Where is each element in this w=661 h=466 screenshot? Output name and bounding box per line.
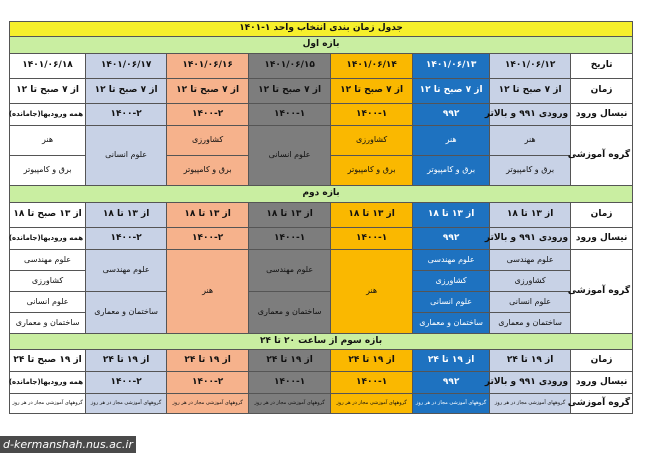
group-cell: ساختمان و معماری [249,292,331,334]
date-label: تاریخ [571,54,633,79]
time-label: زمان [571,79,633,104]
term-cell: ۹۹۲ [413,104,490,126]
group-cell: علوم انسانی [490,292,571,313]
date-cell: ۱۴۰۱/۰۶/۱۲ [490,54,571,79]
group-cell: برق و کامپیوتر [10,156,86,186]
group-cell: برق و کامپیوتر [490,156,571,186]
term-cell: همه ورودیها(جامانده) [10,228,86,250]
group-cell: ساختمان و معماری [413,313,490,334]
time-cell: از ۷ صبح تا ۱۲ [167,79,249,104]
time-cell: از ۷ صبح تا ۱۲ [490,79,571,104]
group-cell: گروههای آموزشی مجاز در هر روز [249,394,331,414]
term-cell: ۱۴۰۰-۱ [331,372,413,394]
time-label: زمان [571,203,633,228]
group-cell: ساختمان و معماری [10,313,86,334]
group-cell: هنر [10,126,86,156]
term-cell: ۹۹۲ [413,372,490,394]
term-cell: ۱۴۰۰-۱ [331,104,413,126]
group-cell: گروههای آموزشی مجاز در هر روز [10,394,86,414]
group-cell: برق و کامپیوتر [167,156,249,186]
term-cell: ۱۴۰۰-۲ [86,372,167,394]
group-cell: گروههای آموزشی مجاز در هر روز [167,394,249,414]
group-label: گروه آموزشی [571,250,633,334]
group-cell: گروههای آموزشی مجاز در هر روز [490,394,571,414]
time-label: زمان [571,350,633,372]
term-cell: ۱۴۰۰-۲ [167,104,249,126]
table-title: جدول زمان بندی انتخاب واحد ۱-۱۴۰۱ [10,22,633,37]
term-cell: ۱۴۰۰-۱ [331,228,413,250]
term-cell: ۱۴۰۰-۲ [86,228,167,250]
date-cell: ۱۴۰۱/۰۶/۱۶ [167,54,249,79]
group-cell: علوم انسانی [413,292,490,313]
time-cell: از ۱۳ تا ۱۸ [413,203,490,228]
group-cell: هنر [413,126,490,156]
time-cell: از ۱۹ صبح تا ۲۴ [10,350,86,372]
group-cell: کشاورزی [10,271,86,292]
schedule-table [9,21,633,414]
time-cell: از ۱۳ تا ۱۸ [86,203,167,228]
group-label: گروه آموزشی [571,126,633,186]
time-cell: از ۱۳ تا ۱۸ [167,203,249,228]
time-cell: از ۷ صبح تا ۱۲ [331,79,413,104]
term-cell: ۹۹۲ [413,228,490,250]
time-cell: از ۷ صبح تا ۱۲ [10,79,86,104]
date-cell: ۱۴۰۱/۰۶/۱۵ [249,54,331,79]
group-cell: کشاورزی [413,271,490,292]
group-cell: هنر [167,250,249,334]
time-cell: از ۱۳ تا ۱۸ [490,203,571,228]
group-cell: علوم مهندسی [413,250,490,271]
group-cell: گروههای آموزشی مجاز در هر روز [331,394,413,414]
term-cell: ورودی ۹۹۱ و بالاتر [490,372,571,394]
term-cell: همه ورودیها(جامانده) [10,104,86,126]
term-cell: ۱۴۰۰-۱ [249,372,331,394]
term-cell: ۱۴۰۰-۲ [167,228,249,250]
group-cell: علوم انسانی [249,126,331,186]
group-cell: علوم مهندسی [86,250,167,292]
date-cell: ۱۴۰۱/۰۶/۱۷ [86,54,167,79]
time-cell: از ۱۹ تا ۲۴ [249,350,331,372]
term-cell: ورودی ۹۹۱ و بالاتر [490,104,571,126]
time-cell: از ۷ صبح تا ۱۲ [413,79,490,104]
date-cell: ۱۴۰۱/۰۶/۱۴ [331,54,413,79]
time-cell: از ۱۹ تا ۲۴ [413,350,490,372]
time-cell: از ۱۹ تا ۲۴ [331,350,413,372]
time-cell: از ۷ صبح تا ۱۲ [86,79,167,104]
group-cell: برق و کامپیوتر [413,156,490,186]
term-cell: ۱۴۰۰-۱ [249,228,331,250]
group-cell: گروههای آموزشی مجاز در هر روز [413,394,490,414]
group-cell: گروههای آموزشی مجاز در هر روز [86,394,167,414]
period2-heading: بازه دوم [10,186,633,203]
site-watermark: d-kermanshah.nus.ac.ir [0,436,136,453]
group-cell: کشاورزی [167,126,249,156]
group-cell: علوم انسانی [86,126,167,186]
group-cell: برق و کامپیوتر [331,156,413,186]
group-label: گروه آموزشی [571,394,633,414]
time-cell: از ۱۹ تا ۲۴ [167,350,249,372]
group-cell: ساختمان و معماری [490,313,571,334]
time-cell: از ۱۹ تا ۲۴ [490,350,571,372]
period1-heading: بازه اول [10,37,633,54]
date-cell: ۱۴۰۱/۰۶/۱۳ [413,54,490,79]
group-cell: هنر [331,250,413,334]
time-cell: از ۷ صبح تا ۱۲ [249,79,331,104]
term-label: نیسال ورود [571,104,633,126]
time-cell: از ۱۳ تا ۱۸ [249,203,331,228]
term-cell: ۱۴۰۰-۲ [167,372,249,394]
group-cell: علوم انسانی [10,292,86,313]
group-cell: علوم مهندسی [249,250,331,292]
term-cell: ورودی ۹۹۱ و بالاتر [490,228,571,250]
group-cell: علوم مهندسی [10,250,86,271]
group-cell: هنر [490,126,571,156]
term-cell: ۱۴۰۰-۱ [249,104,331,126]
group-cell: کشاورزی [331,126,413,156]
group-cell: علوم مهندسی [490,250,571,271]
group-cell: کشاورزی [490,271,571,292]
period3-heading: بازه سوم از ساعت ۲۰ تا ۲۴ [10,334,633,350]
time-cell: از ۱۳ صبح تا ۱۸ [10,203,86,228]
term-label: نیسال ورود [571,372,633,394]
time-cell: از ۱۳ تا ۱۸ [331,203,413,228]
term-cell: ۱۴۰۰-۲ [86,104,167,126]
term-cell: همه ورودیها(جامانده) [10,372,86,394]
time-cell: از ۱۹ تا ۲۴ [86,350,167,372]
group-cell: ساختمان و معماری [86,292,167,334]
term-label: نیسال ورود [571,228,633,250]
date-cell: ۱۴۰۱/۰۶/۱۸ [10,54,86,79]
